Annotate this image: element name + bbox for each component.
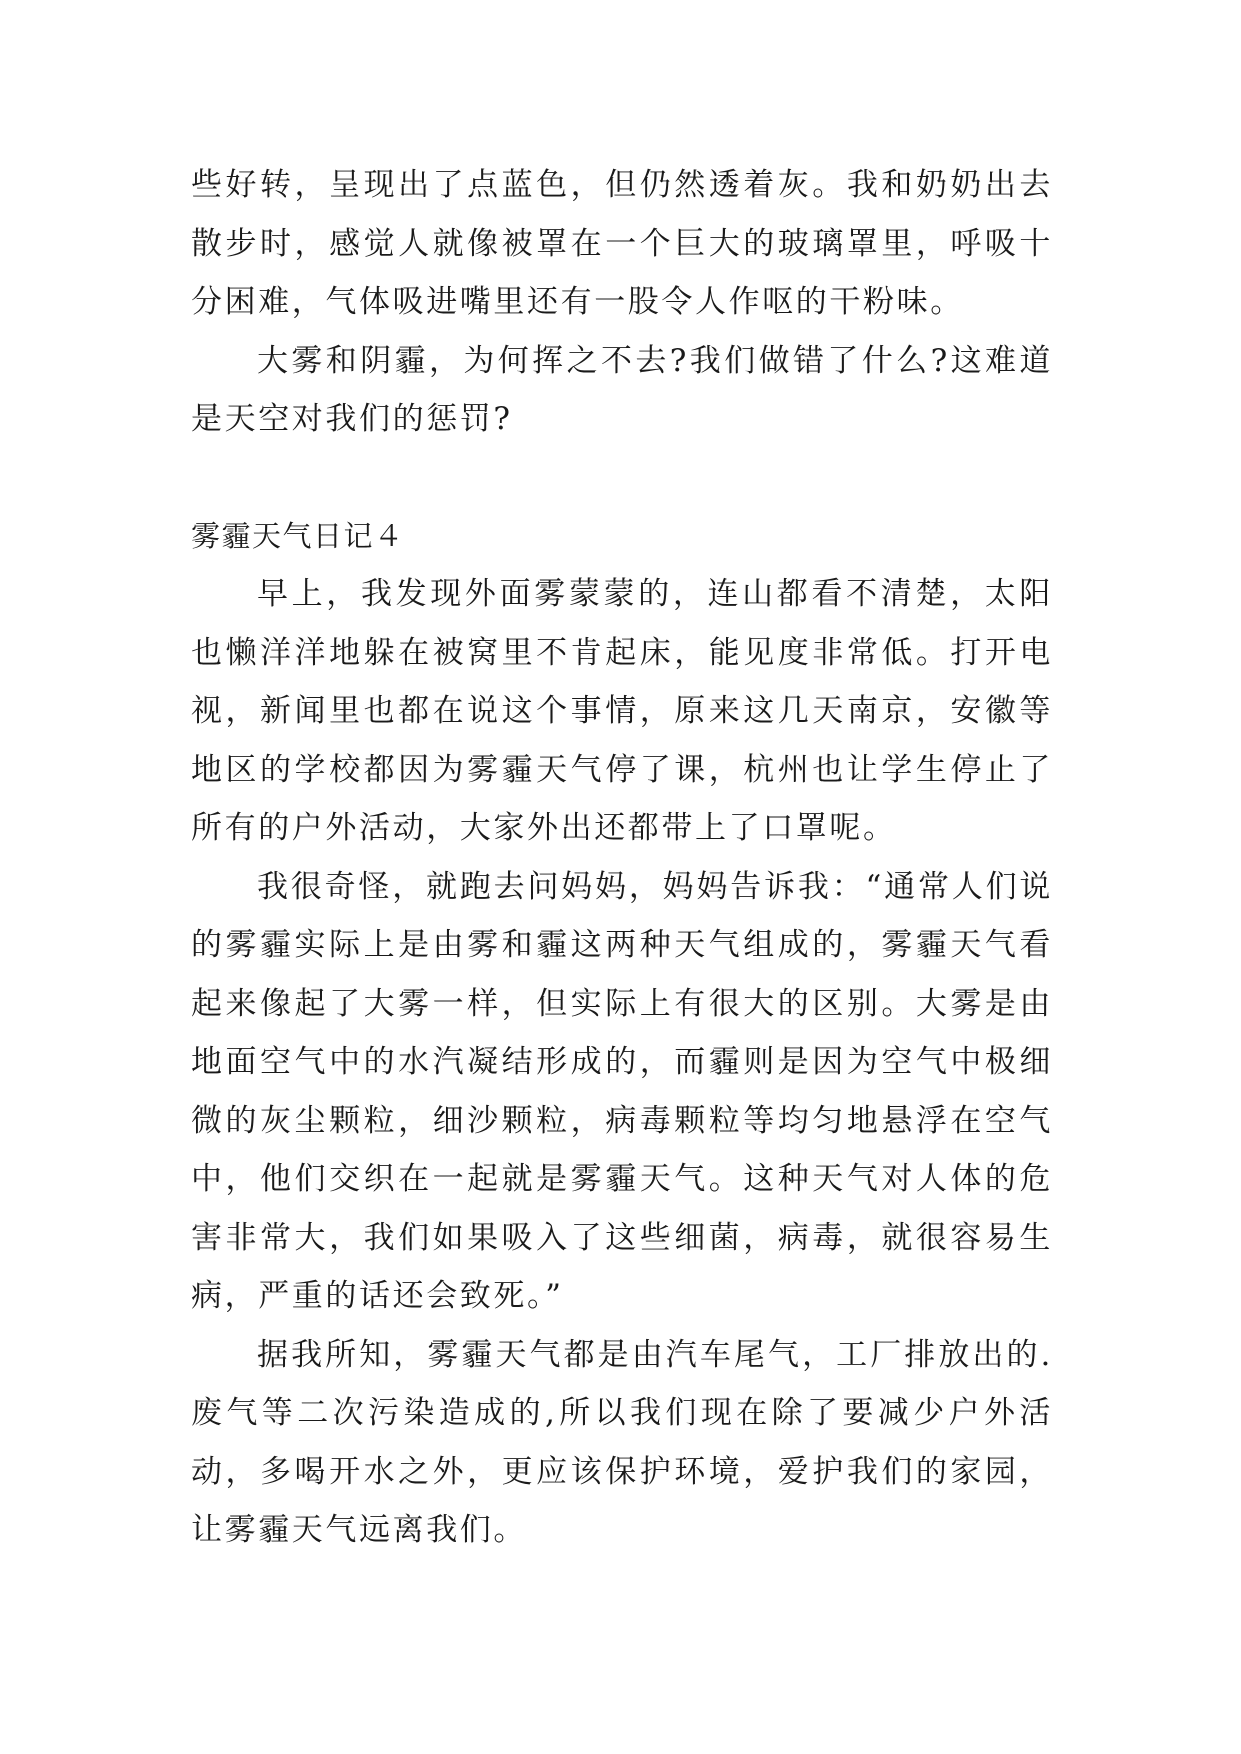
document-body: [191, 156, 1053, 1560]
paragraph-mother-explanation: 我很奇怪，就跑去问妈妈，妈妈告诉我：“通常人们说的雾霾实际上是由雾和霾这两种天气组成的，雾霾天气看起来像起了大雾一样，但实际上有很大的区别。大雾是由地面空气中的水汽凝结形成的，而霾则是因为空气中极细微的灰尘颗粒，细沙颗粒，病毒颗粒等均匀地悬浮在空气中，他们交织在一起就是雾霾天气。这种天气对人体的危害非常大，我们如果吸入了这些细菌，病毒，就很容易生病，严重的话还会致死。”: [191, 868, 1053, 1314]
section-heading: 雾霾天气日记４: [191, 518, 405, 553]
question-paragraph: 大雾和阴霾，为何挥之不去?我们做错了什么?这难道是天空对我们的惩罚?: [191, 342, 1053, 437]
continuation-paragraph: 些好转，呈现出了点蓝色，但仍然透着灰。我和奶奶出去散步时，感觉人就像被罩在一个巨大的玻璃罩里，呼吸十分困难，气体吸进嘴里还有一股令人作呕的干粉味。: [191, 167, 1053, 320]
paragraph-morning: 早上，我发现外面雾蒙蒙的，连山都看不清楚，太阳也懒洋洋地躲在被窝里不肯起床，能见度非常低。打开电视，新闻里也都在说这个事情，原来这几天南京，安徽等地区的学校都因为雾霾天气停了课，杭州也让学生停止了所有的户外活动，大家外出还都带上了口罩呢。: [191, 576, 1053, 846]
paragraph-conclusion: 据我所知，雾霾天气都是由汽车尾气，工厂排放出的.废气等二次污染造成的,所以我们现在除了要减少户外活动，多喝开水之外，更应该保护环境，爱护我们的家园，让雾霾天气远离我们。: [191, 1336, 1053, 1548]
